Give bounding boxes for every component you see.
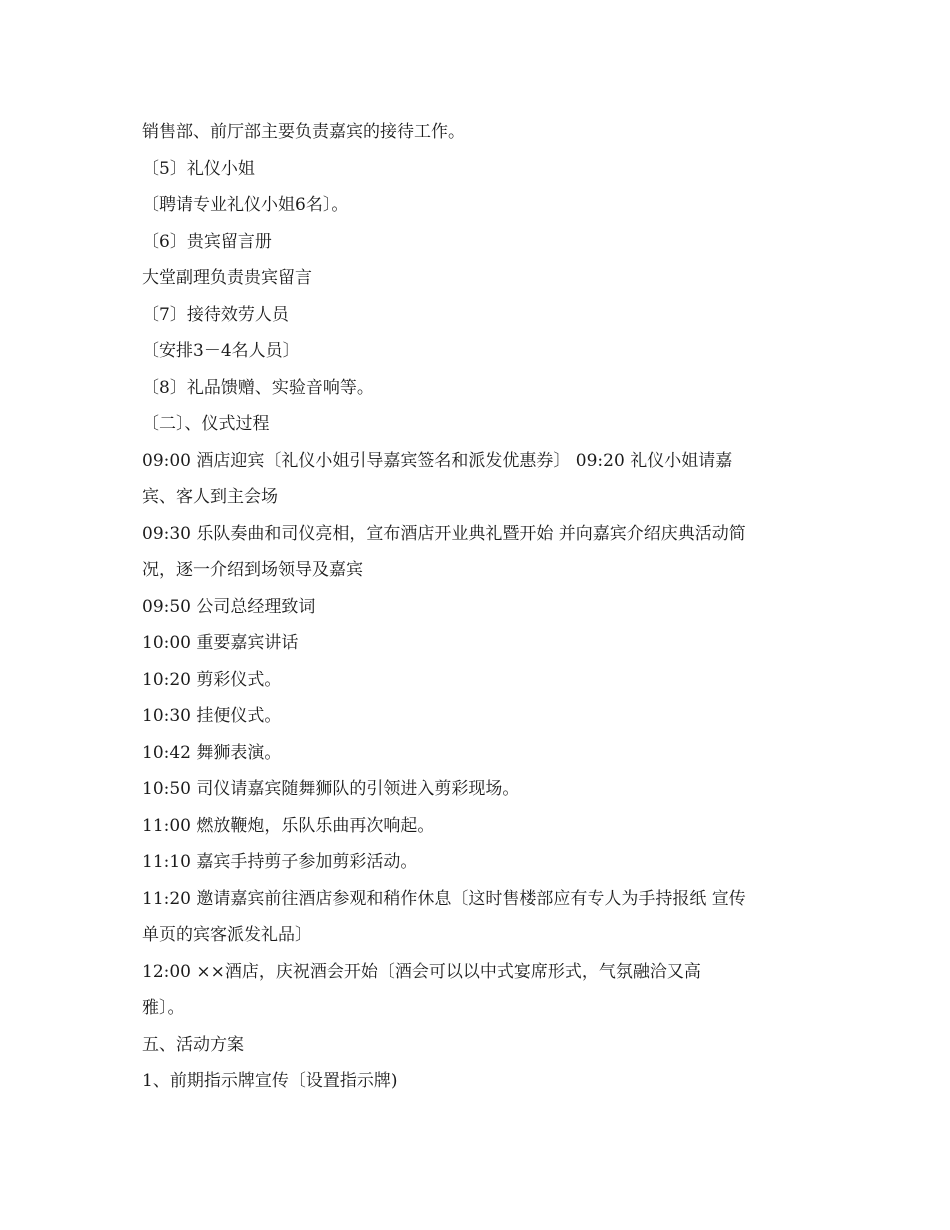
schedule-line: 10:42 舞狮表演。	[142, 742, 282, 763]
schedule-line: 10:20 剪彩仪式。	[142, 669, 282, 690]
section-heading: 五、活动方案	[142, 1034, 244, 1055]
schedule-line: 10:00 重要嘉宾讲话	[142, 633, 299, 653]
text-line: 〔安排3－4名人员〕	[142, 341, 300, 361]
section-heading: 〔6〕贵宾留言册	[142, 231, 272, 252]
schedule-line: 12:00 ××酒店，庆祝酒会开始〔酒会可以以中式宴席形式，气氛融洽又高	[142, 961, 701, 982]
section-heading: 〔二〕、仪式过程	[142, 414, 270, 434]
document-body	[142, 114, 812, 1100]
schedule-line-continuation: 况，逐一介绍到场领导及嘉宾	[142, 560, 363, 580]
schedule-line: 10:30 挂便仪式。	[142, 706, 282, 726]
schedule-line: 11:10 嘉宾手持剪子参加剪彩活动。	[142, 852, 418, 872]
text-line: 〔聘请专业礼仪小姐6名〕。	[142, 195, 349, 215]
list-item: 1、前期指示牌宣传〔设置指示牌)	[142, 1071, 398, 1091]
schedule-line: 09:30 乐队奏曲和司仪亮相，宣布酒店开业典礼暨开始 并向嘉宾介绍庆典活动简	[142, 523, 746, 544]
section-heading: 〔7〕接待效劳人员	[142, 304, 289, 325]
schedule-line: 11:20 邀请嘉宾前往酒店参观和稍作休息〔这时售楼部应有专人为手持报纸 宣传	[142, 888, 746, 909]
schedule-line-continuation: 宾、客人到主会场	[142, 487, 278, 507]
section-heading: 〔5〕礼仪小姐	[142, 158, 255, 179]
schedule-line: 09:00 酒店迎宾〔礼仪小姐引导嘉宾签名和派发优惠券〕 09:20 礼仪小姐请嘉	[142, 450, 733, 471]
schedule-line: 10:50 司仪请嘉宾随舞狮队的引领进入剪彩现场。	[142, 779, 520, 799]
schedule-line-continuation: 单页的宾客派发礼品〕	[142, 925, 312, 945]
schedule-line: 11:00 燃放鞭炮，乐队乐曲再次响起。	[142, 815, 435, 836]
section-heading: 〔8〕礼品馈赠、实验音响等。	[142, 377, 374, 398]
schedule-line: 09:50 公司总经理致词	[142, 596, 316, 617]
text-line: 大堂副理负责贵宾留言	[142, 268, 312, 288]
text-line: 销售部、前厅部主要负责嘉宾的接待工作。	[142, 122, 465, 142]
schedule-line-continuation: 雅〕。	[142, 998, 185, 1018]
